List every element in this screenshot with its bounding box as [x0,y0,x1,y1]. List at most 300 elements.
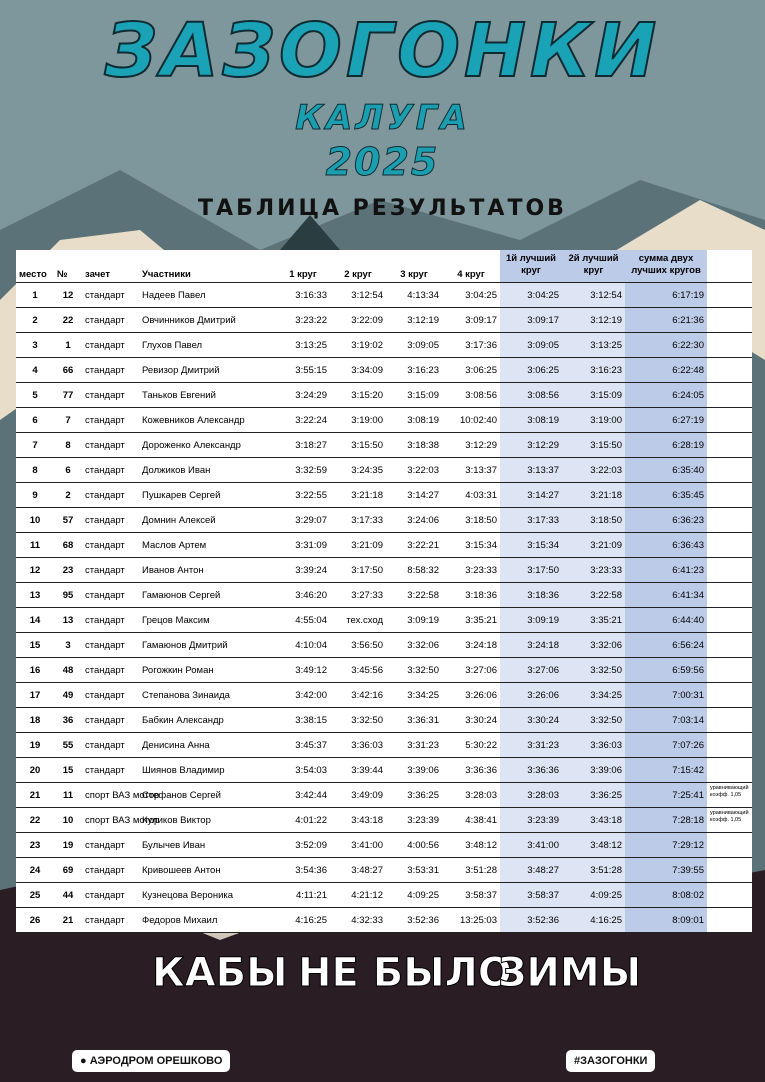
lap3-cell: 4:09:25 [386,883,442,908]
class-cell: стандарт [82,433,139,458]
table-row [16,408,752,433]
participant-cell: Иванов Антон [139,558,276,583]
best2-cell: 3:36:03 [562,733,625,758]
note-cell [707,358,752,383]
sum-cell: 7:39:55 [625,858,707,883]
lap4-cell: 3:36:36 [442,758,500,783]
class-cell: стандарт [82,508,139,533]
lap4-cell: 3:26:06 [442,683,500,708]
participant-cell: Грецов Максим [139,608,276,633]
location-label: АЭРОДРОМ ОРЕШКОВО [89,1055,223,1067]
best1-cell: 3:04:25 [500,283,562,308]
sum-cell: 8:09:01 [625,908,707,933]
table-row [16,608,752,633]
sum-cell: 7:25:41 [625,783,707,808]
lap4-cell: 3:09:17 [442,308,500,333]
participant-cell: Должиков Иван [139,458,276,483]
lap2-cell: 3:15:20 [330,383,386,408]
col-lap3: 3 круг [386,250,442,283]
col-place: место [16,250,54,283]
lap3-cell: 3:52:36 [386,908,442,933]
note-cell [707,408,752,433]
lap4-cell: 10:02:40 [442,408,500,433]
lap3-cell: 3:36:31 [386,708,442,733]
lap1-cell: 3:22:55 [276,483,330,508]
lap4-cell: 3:27:06 [442,658,500,683]
number-cell: 3 [54,633,82,658]
sum-cell: 6:59:56 [625,658,707,683]
note-cell [707,833,752,858]
lap4-cell: 3:48:12 [442,833,500,858]
best1-cell: 3:14:27 [500,483,562,508]
table-row [16,858,752,883]
participant-cell: Шиянов Владимир [139,758,276,783]
note-cell [707,283,752,308]
class-cell: стандарт [82,908,139,933]
table-row [16,308,752,333]
table-row [16,683,752,708]
place-cell: 2 [16,308,54,333]
sum-cell: 7:29:12 [625,833,707,858]
best2-cell: 4:09:25 [562,883,625,908]
lap1-cell: 3:55:15 [276,358,330,383]
place-cell: 21 [16,783,54,808]
note-cell [707,458,752,483]
place-cell: 14 [16,608,54,633]
lap2-cell: 3:32:50 [330,708,386,733]
table-row [16,483,752,508]
class-cell: стандарт [82,633,139,658]
participant-cell: Кожевников Александр [139,408,276,433]
sum-cell: 6:21:36 [625,308,707,333]
lap4-cell: 5:30:22 [442,733,500,758]
table-row [16,283,752,308]
participant-cell: Пушкарев Сергей [139,483,276,508]
lap3-cell: 3:32:50 [386,658,442,683]
lap4-cell: 3:28:03 [442,783,500,808]
table-row [16,883,752,908]
lap1-cell: 4:11:21 [276,883,330,908]
location-pin-icon: ● [80,1055,87,1067]
number-cell: 12 [54,283,82,308]
best2-cell: 3:32:50 [562,708,625,733]
col-participants: Участники [139,250,276,283]
number-cell: 1 [54,333,82,358]
col-lap2: 2 круг [330,250,386,283]
best1-cell: 3:18:36 [500,583,562,608]
place-cell: 22 [16,808,54,833]
lap1-cell: 3:46:20 [276,583,330,608]
best2-cell: 3:12:54 [562,283,625,308]
lap1-cell: 3:32:59 [276,458,330,483]
sum-cell: 6:17:19 [625,283,707,308]
number-cell: 68 [54,533,82,558]
best1-cell: 3:52:36 [500,908,562,933]
slogan-word-2: НЕ БЫЛО [298,950,512,996]
participant-cell: Надеев Павел [139,283,276,308]
lap4-cell: 4:03:31 [442,483,500,508]
lap2-cell: 3:15:50 [330,433,386,458]
place-cell: 20 [16,758,54,783]
table-row [16,433,752,458]
lap2-cell: 3:34:09 [330,358,386,383]
lap3-cell: 3:23:39 [386,808,442,833]
lap4-cell: 3:08:56 [442,383,500,408]
lap1-cell: 3:52:09 [276,833,330,858]
sum-cell: 6:44:40 [625,608,707,633]
lap1-cell: 3:16:33 [276,283,330,308]
lap4-cell: 3:18:36 [442,583,500,608]
sum-cell: 7:15:42 [625,758,707,783]
place-cell: 6 [16,408,54,433]
sum-cell: 6:36:23 [625,508,707,533]
number-cell: 19 [54,833,82,858]
sum-cell: 7:07:26 [625,733,707,758]
best2-cell: 3:21:09 [562,533,625,558]
best2-cell: 4:16:25 [562,908,625,933]
number-cell: 10 [54,808,82,833]
lap3-cell: 3:36:25 [386,783,442,808]
sum-cell: 6:22:48 [625,358,707,383]
lap2-cell: 3:19:02 [330,333,386,358]
class-cell: спорт ВАЗ мотор [82,783,139,808]
lap1-cell: 3:42:44 [276,783,330,808]
best2-cell: 3:39:06 [562,758,625,783]
best2-cell: 3:12:19 [562,308,625,333]
note-cell [707,658,752,683]
lap2-cell: 3:22:09 [330,308,386,333]
table-row [16,908,752,933]
place-cell: 15 [16,633,54,658]
best1-cell: 3:17:33 [500,508,562,533]
lap4-cell: 3:51:28 [442,858,500,883]
best1-cell: 3:13:37 [500,458,562,483]
best1-cell: 3:24:18 [500,633,562,658]
best2-cell: 3:43:18 [562,808,625,833]
table-row [16,783,752,808]
best2-cell: 3:51:28 [562,858,625,883]
participant-cell: Стефанов Сергей [139,783,276,808]
table-row [16,358,752,383]
lap3-cell: 3:31:23 [386,733,442,758]
lap1-cell: 3:22:24 [276,408,330,433]
note-cell [707,883,752,908]
best1-cell: 3:48:27 [500,858,562,883]
note-cell [707,433,752,458]
sum-cell: 6:35:40 [625,458,707,483]
number-cell: 48 [54,658,82,683]
number-cell: 77 [54,383,82,408]
participant-cell: Кузнецова Вероника [139,883,276,908]
class-cell: стандарт [82,658,139,683]
place-cell: 9 [16,483,54,508]
participant-cell: Бабкин Александр [139,708,276,733]
note-cell [707,708,752,733]
sum-cell: 6:41:23 [625,558,707,583]
sum-cell: 7:00:31 [625,683,707,708]
lap3-cell: 3:18:38 [386,433,442,458]
place-cell: 12 [16,558,54,583]
best1-cell: 3:27:06 [500,658,562,683]
best1-cell: 3:23:39 [500,808,562,833]
number-cell: 69 [54,858,82,883]
best1-cell: 3:12:29 [500,433,562,458]
best2-cell: 3:32:06 [562,633,625,658]
lap4-cell: 3:17:36 [442,333,500,358]
lap2-cell: 3:21:18 [330,483,386,508]
participant-cell: Федоров Михаил [139,908,276,933]
note-cell [707,733,752,758]
best1-cell: 3:31:23 [500,733,562,758]
lap4-cell: 3:12:29 [442,433,500,458]
place-cell: 23 [16,833,54,858]
lap1-cell: 3:29:07 [276,508,330,533]
lap1-cell: 3:24:29 [276,383,330,408]
lap2-cell: 3:39:44 [330,758,386,783]
place-cell: 18 [16,708,54,733]
participant-cell: Овчинников Дмитрий [139,308,276,333]
best1-cell: 3:26:06 [500,683,562,708]
col-best1: 1й лучший круг [500,250,562,283]
class-cell: стандарт [82,483,139,508]
number-cell: 21 [54,908,82,933]
participant-cell: Дороженко Александр [139,433,276,458]
table-row [16,708,752,733]
note-cell: уравнивающий коэфф. 1,05 [707,808,752,833]
class-cell: стандарт [82,558,139,583]
lap3-cell: 3:32:06 [386,633,442,658]
class-cell: стандарт [82,858,139,883]
lap2-cell: тех.сход [330,608,386,633]
lap2-cell: 3:42:16 [330,683,386,708]
col-class: зачет [82,250,139,283]
lap1-cell: 3:13:25 [276,333,330,358]
sum-cell: 6:22:30 [625,333,707,358]
best1-cell: 3:41:00 [500,833,562,858]
class-cell: стандарт [82,583,139,608]
table-heading: ТАБЛИЦА РЕЗУЛЬТАТОВ [198,196,567,221]
lap1-cell: 4:16:25 [276,908,330,933]
class-cell: стандарт [82,733,139,758]
class-cell: стандарт [82,458,139,483]
place-cell: 11 [16,533,54,558]
number-cell: 13 [54,608,82,633]
best1-cell: 3:06:25 [500,358,562,383]
table-row [16,558,752,583]
best2-cell: 3:19:00 [562,408,625,433]
note-cell [707,383,752,408]
lap4-cell: 3:30:24 [442,708,500,733]
lap1-cell: 4:55:04 [276,608,330,633]
participant-cell: Булычев Иван [139,833,276,858]
best2-cell: 3:35:21 [562,608,625,633]
sum-cell: 6:41:34 [625,583,707,608]
sum-cell: 6:56:24 [625,633,707,658]
participant-cell: Домнин Алексей [139,508,276,533]
sum-cell: 6:35:45 [625,483,707,508]
participant-cell: Маслов Артем [139,533,276,558]
class-cell: стандарт [82,358,139,383]
lap2-cell: 3:56:50 [330,633,386,658]
best1-cell: 3:08:56 [500,383,562,408]
best2-cell: 3:13:25 [562,333,625,358]
best1-cell: 3:15:34 [500,533,562,558]
lap4-cell: 3:15:34 [442,533,500,558]
lap2-cell: 3:45:56 [330,658,386,683]
best1-cell: 3:17:50 [500,558,562,583]
table-row [16,833,752,858]
best1-cell: 3:08:19 [500,408,562,433]
lap1-cell: 4:01:22 [276,808,330,833]
participant-cell: Кривошеев Антон [139,858,276,883]
lap1-cell: 3:31:09 [276,533,330,558]
class-cell: стандарт [82,283,139,308]
place-cell: 1 [16,283,54,308]
place-cell: 24 [16,858,54,883]
best1-cell: 3:09:17 [500,308,562,333]
best1-cell: 3:28:03 [500,783,562,808]
participant-cell: Глухов Павел [139,333,276,358]
note-cell [707,858,752,883]
table-row [16,383,752,408]
col-lap4: 4 круг [442,250,500,283]
note-cell: уравнивающий коэфф. 1,05 [707,783,752,808]
col-number: № [54,250,82,283]
lap3-cell: 3:39:06 [386,758,442,783]
table-row [16,458,752,483]
place-cell: 13 [16,583,54,608]
lap3-cell: 3:09:05 [386,333,442,358]
lap4-cell: 3:04:25 [442,283,500,308]
lap4-cell: 3:06:25 [442,358,500,383]
place-cell: 19 [16,733,54,758]
number-cell: 66 [54,358,82,383]
best2-cell: 3:22:58 [562,583,625,608]
best1-cell: 3:36:36 [500,758,562,783]
lap2-cell: 3:19:00 [330,408,386,433]
lap2-cell: 3:24:35 [330,458,386,483]
place-cell: 5 [16,383,54,408]
lap4-cell: 13:25:03 [442,908,500,933]
lap3-cell: 3:22:21 [386,533,442,558]
lap3-cell: 3:09:19 [386,608,442,633]
class-cell: стандарт [82,758,139,783]
lap3-cell: 3:22:03 [386,458,442,483]
table-header-row [16,250,752,283]
lap3-cell: 3:34:25 [386,683,442,708]
note-cell [707,483,752,508]
lap2-cell: 3:48:27 [330,858,386,883]
lap1-cell: 3:42:00 [276,683,330,708]
lap1-cell: 3:45:37 [276,733,330,758]
lap2-cell: 4:21:12 [330,883,386,908]
class-cell: стандарт [82,708,139,733]
participant-cell: Гамаюнов Дмитрий [139,633,276,658]
participant-cell: Степанова Зинаида [139,683,276,708]
best2-cell: 3:16:23 [562,358,625,383]
year-title: 2025 [325,140,440,184]
number-cell: 15 [54,758,82,783]
hashtag-badge: #ЗАЗОГОНКИ [566,1050,655,1072]
lap1-cell: 4:10:04 [276,633,330,658]
lap1-cell: 3:54:03 [276,758,330,783]
participant-cell: Ревизор Дмитрий [139,358,276,383]
col-note [707,250,752,283]
best2-cell: 3:23:33 [562,558,625,583]
participant-cell: Рогожкин Роман [139,658,276,683]
lap2-cell: 3:12:54 [330,283,386,308]
class-cell: стандарт [82,608,139,633]
participant-cell: Гамаюнов Сергей [139,583,276,608]
lap3-cell: 3:24:06 [386,508,442,533]
number-cell: 44 [54,883,82,908]
col-sum: сумма двух лучших кругов [625,250,707,283]
number-cell: 55 [54,733,82,758]
note-cell [707,683,752,708]
lap3-cell: 4:00:56 [386,833,442,858]
participant-cell: Таньков Евгений [139,383,276,408]
sum-cell: 7:28:18 [625,808,707,833]
table-row [16,633,752,658]
lap2-cell: 3:49:09 [330,783,386,808]
note-cell [707,508,752,533]
location-badge [72,1050,230,1072]
class-cell: стандарт [82,533,139,558]
lap4-cell: 3:13:37 [442,458,500,483]
lap3-cell: 8:58:32 [386,558,442,583]
lap3-cell: 3:16:23 [386,358,442,383]
sum-cell: 6:24:05 [625,383,707,408]
lap1-cell: 3:39:24 [276,558,330,583]
lap2-cell: 3:41:00 [330,833,386,858]
class-cell: стандарт [82,683,139,708]
class-cell: спорт ВАЗ мотор [82,808,139,833]
number-cell: 57 [54,508,82,533]
class-cell: стандарт [82,883,139,908]
note-cell [707,758,752,783]
best2-cell: 3:48:12 [562,833,625,858]
lap3-cell: 3:22:58 [386,583,442,608]
best2-cell: 3:18:50 [562,508,625,533]
lap1-cell: 3:18:27 [276,433,330,458]
class-cell: стандарт [82,333,139,358]
lap2-cell: 3:21:09 [330,533,386,558]
results-table [16,250,752,933]
place-cell: 3 [16,333,54,358]
lap3-cell: 3:53:31 [386,858,442,883]
table-row [16,508,752,533]
table-row [16,583,752,608]
table-row [16,333,752,358]
sum-cell: 6:28:19 [625,433,707,458]
class-cell: стандарт [82,308,139,333]
col-lap1: 1 круг [276,250,330,283]
best2-cell: 3:15:50 [562,433,625,458]
city-title: КАЛУГА [295,98,470,138]
lap2-cell: 3:27:33 [330,583,386,608]
lap4-cell: 3:35:21 [442,608,500,633]
number-cell: 49 [54,683,82,708]
number-cell: 7 [54,408,82,433]
best1-cell: 3:09:05 [500,333,562,358]
table-row [16,733,752,758]
lap3-cell: 3:12:19 [386,308,442,333]
note-cell [707,308,752,333]
sum-cell: 6:27:19 [625,408,707,433]
number-cell: 11 [54,783,82,808]
number-cell: 23 [54,558,82,583]
number-cell: 8 [54,433,82,458]
